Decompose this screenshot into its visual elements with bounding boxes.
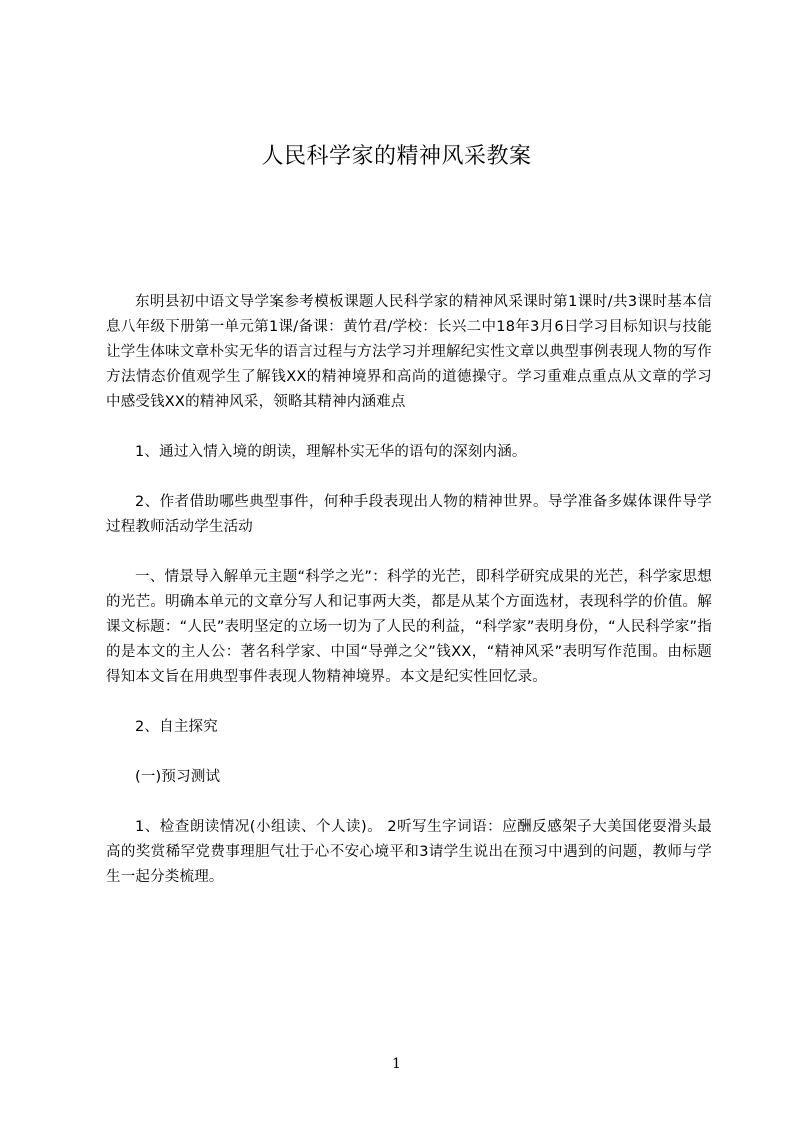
paragraph-reading-check: 1、检查朗读情况(小组读、个人读)。 2听写生字词语：应酬反感架子大美国佬耍滑头最高的奖赏稀罕党费事理胆气壮于心不安心境平和3请学生说出在预习中遇到的问题，教师与学生一起分类梳理。 [106,819,712,885]
paragraph-self-study-heading: 2、自主探究 [135,719,218,735]
page-number: 1 [392,1056,401,1072]
paragraph-situation-intro: 一、情景导入解单元主题“科学之光”：科学的光芒，即科学研究成果的光芒，科学家思想的光芒。明确本单元的文章分写人和记事两大类，都是从某个方面选材，表现科学的价值。解课文标题：“人民”表明坚定的立场一切为了人民的利益，“科学家”表明身份，“人民科学家”指的是本文的主人公：著名科学家、中国“导弹之父”钱XX，“精神风采”表明写作范围。由标题得知本文旨在用典型事件表现人物精神境界。本文是纪实性回忆录。 [106,569,712,685]
paragraph-preview-test-heading: (一)预习测试 [135,769,221,785]
paragraph-difficulty-1: 1、通过入情入境的朗读，理解朴实无华的语句的深刻内涵。 [135,444,527,460]
document-title: 人民科学家的精神风采教案 [261,144,532,169]
paragraph-difficulty-2: 2、作者借助哪些典型事件，何种手段表现出人物的精神世界。导学准备多媒体课件导学过程教师活动学生活动 [106,494,712,535]
document-body [106,290,712,890]
paragraph-intro: 东明县初中语文导学案参考模板课题人民科学家的精神风采课时第1课时/共3课时基本信息八年级下册第一单元第1课/备课：黄竹君/学校：长兴二中18年3月6日学习目标知识与技能让学生体味文章朴实无华的语言过程与方法学习并理解纪实性文章以典型事例表现人物的写作方法情态价值观学生了解钱XX的精神境界和高尚的道德操守。学习重难点重点从文章的学习中感受钱XX的精神风采，领略其精神内涵难点 [106,294,712,410]
